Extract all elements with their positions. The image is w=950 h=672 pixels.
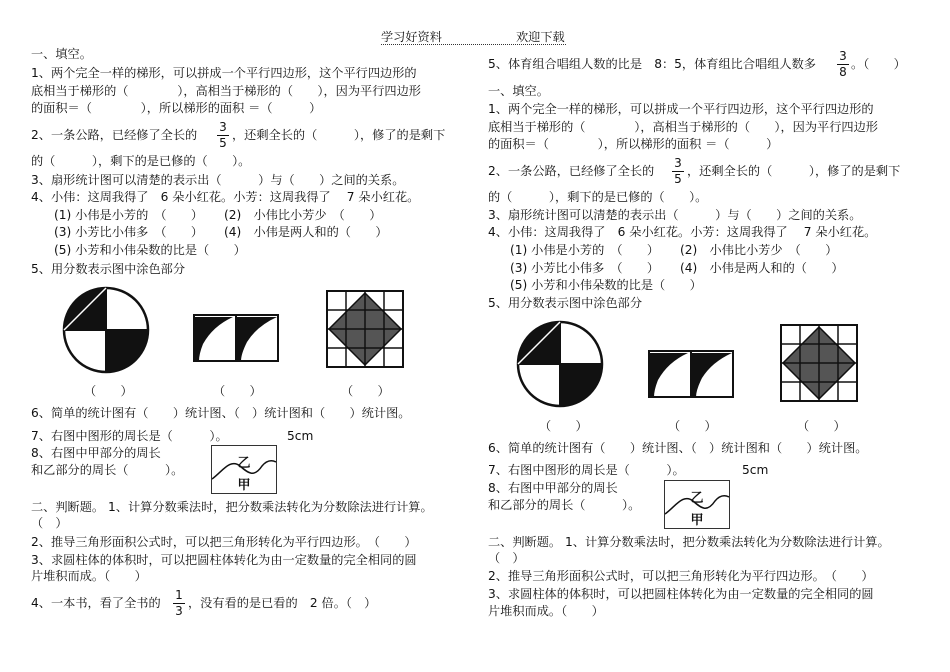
q5-answer-blank-1: （ ） (84, 384, 133, 398)
right-q6-text: 6、简单的统计图有（ ）统计图、（ ）统计图和（ ）统计图。 (488, 441, 868, 455)
q4-item3: (3) 小芳比小伟多 （ ） (54, 225, 204, 239)
right-q7-length-label: 5cm (742, 463, 769, 477)
judgement-1-blank: （ ） (31, 516, 68, 530)
right-q2-text-a: 2、一条公路，已经修了全长的 (488, 164, 655, 178)
right-region-yi-label: 乙 (690, 491, 704, 506)
q2-text-a: 2、一条公路，已经修了全长的 (31, 128, 198, 142)
right-q1-line2: 底相当于梯形的（ ），高相当于梯形的（ ），因为平行四边形 (488, 120, 878, 134)
right-q8-line1: 8、右图中甲部分的周长 (488, 481, 618, 495)
right-judgement-3-line1: 3、求圆柱体的体积时，可以把圆柱体转化为由一定数量的完全相同的圆 (488, 587, 874, 601)
q3-text: 3、扇形统计图可以清楚的表示出（ ）与（ ）之间的关系。 (31, 173, 405, 187)
q1-line1: 1、两个完全一样的梯形，可以拼成一个平行四边形，这个平行四边形的 (31, 66, 417, 80)
fraction-denominator: 5 (219, 136, 227, 150)
header-left-text: 学习好资料 (381, 30, 442, 44)
shaded-grid-square-figure (326, 290, 404, 368)
q4-text: 4、小伟：这周我得了 6 朵小红花。小芳：这周我得了 7 朵小红花。 (31, 190, 420, 204)
q7-text: 7、右图中图形的周长是（ ）。 (31, 429, 228, 443)
q5-answer-blank-3: （ ） (341, 384, 390, 398)
right-q5-figure-text: 5、用分数表示图中涂色部分 (488, 296, 643, 310)
fraction-denominator: 3 (175, 604, 183, 618)
right-section-title-judgement: 二、判断题。 1、计算分数乘法时，把分数乘法转化为分数除法进行计算。 (488, 535, 890, 549)
right-q4-item1: (1) 小伟是小芳的 （ ） (510, 243, 660, 257)
right-judgement-1-blank: （ ） (488, 551, 525, 565)
right-q4-item3: (3) 小芳比小伟多 （ ） (510, 261, 660, 275)
q4-item4: (4) 小伟是两人和的（ ） (224, 225, 388, 239)
q1-line3: 的面积＝（ ），所以梯形的面积 ＝（ ） (31, 101, 322, 115)
q8-line1: 8、右图中甲部分的周长 (31, 446, 161, 460)
right-q4-item5: (5) 小芳和小伟朵数的比是（ ） (510, 278, 702, 292)
judgement-4-text-b: ，没有看的是已看的 2 倍。（ ） (188, 596, 377, 610)
judgement-4-text-a: 4、一本书，看了全书的 (31, 596, 161, 610)
right-q2-text-b: ，还剩全长的（ ），修了的是剩下 (687, 164, 901, 178)
q4-item1: (1) 小伟是小芳的 （ ） (54, 208, 204, 222)
region-jia-label: 甲 (237, 478, 251, 493)
q5-answer-blank-2: （ ） (213, 384, 262, 398)
q2-fraction (217, 121, 229, 150)
right-shaded-grid-square-figure (780, 324, 858, 402)
judgement-4-fraction (173, 589, 185, 618)
right-q2-fraction (672, 157, 684, 186)
right-q5-answer-blank-1: （ ） (539, 419, 588, 433)
section-title-fill-blank: 一、填空。 (31, 47, 92, 61)
right-q4-item2: (2) 小伟比小芳少 （ ） (680, 243, 838, 257)
region-yi-label: 乙 (237, 456, 251, 471)
right-q4-text: 4、小伟：这周我得了 6 朵小红花。小芳：这周我得了 7 朵小红花。 (488, 225, 877, 239)
judgement-3-line1: 3、求圆柱体的体积时，可以把圆柱体转化为由一定数量的完全相同的圆 (31, 553, 417, 567)
right-q5-answer-blank-2: （ ） (668, 419, 717, 433)
divided-rectangle-figure (211, 445, 277, 494)
q4-item5: (5) 小芳和小伟朵数的比是（ ） (54, 243, 246, 257)
right-judgement-2: 2、推导三角形面积公式时，可以把三角形转化为平行四边形。 （ ） (488, 569, 874, 583)
right-q3-text: 3、扇形统计图可以清楚的表示出（ ）与（ ）之间的关系。 (488, 208, 862, 222)
judgement-3-line2: 片堆积而成。（ ） (31, 569, 147, 583)
right-section-title-fill-blank: 一、填空。 (488, 84, 549, 98)
right-shaded-circle-figure (516, 320, 604, 408)
right-q5-answer-blank-3: （ ） (797, 419, 846, 433)
right-region-jia-label: 甲 (690, 513, 704, 528)
q6-text: 6、简单的统计图有（ ）统计图、（ ）统计图和（ ）统计图。 (31, 406, 411, 420)
right-q2-line2: 的（ ），剩下的是已修的（ ）。 (488, 190, 708, 204)
q7-length-label: 5cm (287, 429, 314, 443)
header-underline (381, 44, 566, 45)
right-q1-line1: 1、两个完全一样的梯形，可以拼成一个平行四边形，这个平行四边形的 (488, 102, 874, 116)
fraction-numerator: 1 (175, 588, 183, 602)
right-judgement-3-line2: 片堆积而成。（ ） (488, 604, 604, 618)
right-q7-text: 7、右图中图形的周长是（ ）。 (488, 463, 685, 477)
fraction-numerator: 3 (839, 49, 847, 63)
q2-line2: 的（ ），剩下的是已修的（ ）。 (31, 154, 251, 168)
section-title-judgement: 二、判断题。 1、计算分数乘法时，把分数乘法转化为分数除法进行计算。 (31, 500, 433, 514)
q2-text-b: ，还剩全长的（ ），修了的是剩下 (232, 128, 446, 142)
right-q5-text-b: 。（ ） (851, 57, 906, 71)
right-q5-fraction (837, 50, 849, 79)
right-q4-item4: (4) 小伟是两人和的（ ） (680, 261, 844, 275)
shaded-circle-figure (62, 286, 150, 374)
right-shaded-rectangle-figure (648, 350, 734, 398)
right-q8-line2: 和乙部分的周长（ ）。 (488, 498, 641, 512)
fraction-denominator: 5 (674, 172, 682, 186)
right-q1-line3: 的面积＝（ ），所以梯形的面积 ＝（ ） (488, 137, 779, 151)
q5-text: 5、用分数表示图中涂色部分 (31, 262, 186, 276)
q1-line2: 底相当于梯形的（ ），高相当于梯形的（ ），因为平行四边形 (31, 84, 421, 98)
right-divided-rectangle-figure (664, 480, 730, 529)
q8-line2: 和乙部分的周长（ ）。 (31, 463, 184, 477)
judgement-2: 2、推导三角形面积公式时，可以把三角形转化为平行四边形。 （ ） (31, 535, 417, 549)
fraction-numerator: 3 (219, 120, 227, 134)
header-right-text: 欢迎下载 (516, 30, 565, 44)
fraction-numerator: 3 (674, 156, 682, 170)
shaded-rectangle-figure (193, 314, 279, 362)
right-q5-text-a: 5、体育组合唱组人数的比是 8：5，体育组比合唱组人数多 (488, 57, 816, 71)
q4-item2: (2) 小伟比小芳少 （ ） (224, 208, 382, 222)
fraction-denominator: 8 (839, 65, 847, 79)
